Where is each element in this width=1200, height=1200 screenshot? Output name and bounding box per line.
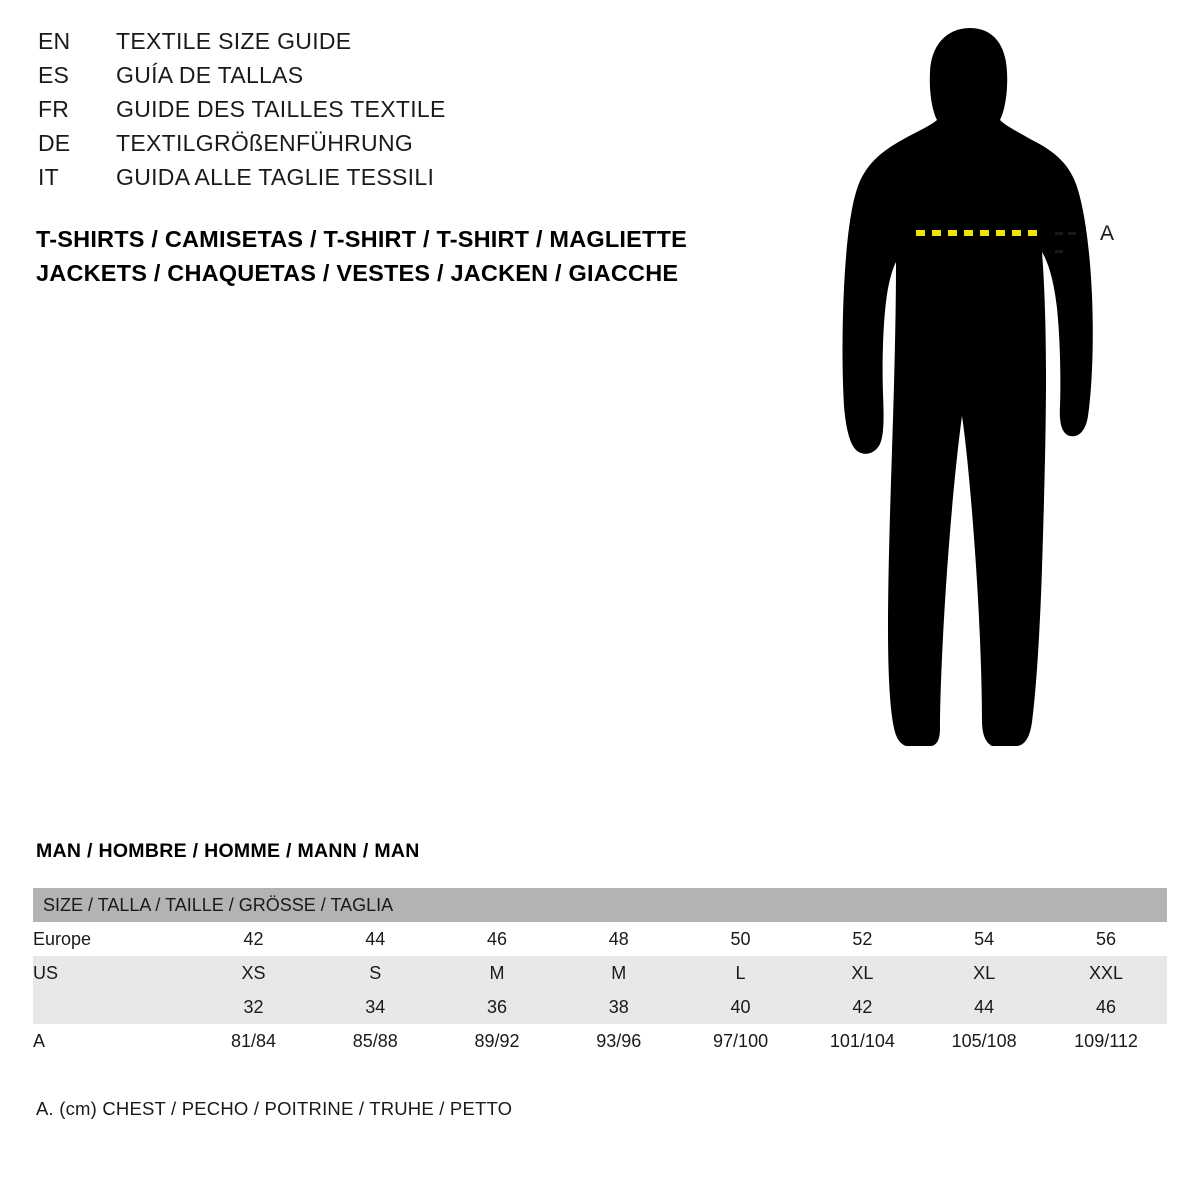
size-table (33, 888, 1167, 1058)
table-section-title: MAN / HOMBRE / HOMME / MANN / MAN (36, 840, 420, 862)
cell-a-0: 81/84 (193, 1024, 315, 1058)
cell-numeric-0: 32 (193, 990, 315, 1024)
language-row-de (38, 130, 758, 164)
cell-europe-0: 42 (193, 922, 315, 956)
language-row-fr (38, 96, 758, 130)
cell-europe-2: 46 (436, 922, 558, 956)
language-code-es: ES (38, 62, 70, 88)
cell-europe-6: 54 (923, 922, 1045, 956)
cell-numeric-5: 42 (801, 990, 923, 1024)
cell-a-6: 105/108 (923, 1024, 1045, 1058)
cell-a-5: 101/104 (801, 1024, 923, 1058)
table-row (33, 922, 1167, 956)
cell-us-6: XL (923, 956, 1045, 990)
cell-a-3: 93/96 (558, 1024, 680, 1058)
table-row (33, 956, 1167, 990)
cell-us-5: XL (801, 956, 923, 990)
cell-europe-7: 56 (1045, 922, 1167, 956)
table-header-row (33, 888, 1167, 922)
table-row (33, 990, 1167, 1024)
measurement-footnote: A. (cm) CHEST / PECHO / POITRINE / TRUHE / PETTO (36, 1098, 513, 1119)
cell-numeric-6: 44 (923, 990, 1045, 1024)
cell-us-7: XXL (1045, 956, 1167, 990)
cell-numeric-4: 40 (680, 990, 802, 1024)
cell-a-2: 89/92 (436, 1024, 558, 1058)
language-text-it: GUIDA ALLE TAGLIE TESSILI (116, 164, 435, 190)
language-text-en: TEXTILE SIZE GUIDE (116, 28, 352, 54)
measure-leader-dashes (1055, 232, 1091, 235)
cell-us-0: XS (193, 956, 315, 990)
cell-us-3: M (558, 956, 680, 990)
language-text-de: TEXTILGRÖßENFÜHRUNG (116, 130, 414, 156)
language-code-it: IT (38, 164, 59, 190)
silhouette-icon (820, 20, 1180, 780)
cell-europe-5: 52 (801, 922, 923, 956)
language-header-block (38, 28, 758, 198)
cell-numeric-1: 34 (314, 990, 436, 1024)
language-code-en: EN (38, 28, 71, 54)
cell-us-1: S (314, 956, 436, 990)
language-code-de: DE (38, 130, 71, 156)
language-code-fr: FR (38, 96, 70, 122)
row-label-a: A (33, 1024, 193, 1058)
table-header-label: SIZE / TALLA / TAILLE / GRÖSSE / TAGLIA (43, 894, 394, 915)
cell-a-1: 85/88 (314, 1024, 436, 1058)
row-label-europe: Europe (33, 922, 193, 956)
cell-a-4: 97/100 (680, 1024, 802, 1058)
cell-numeric-2: 36 (436, 990, 558, 1024)
row-label-numeric (33, 990, 193, 1024)
table-row (33, 1024, 1167, 1058)
language-row-es (38, 62, 758, 96)
measure-label-a: A (1100, 222, 1115, 245)
cell-numeric-7: 46 (1045, 990, 1167, 1024)
language-text-fr: GUIDE DES TAILLES TEXTILE (116, 96, 446, 122)
row-label-us: US (33, 956, 193, 990)
male-silhouette-figure (820, 20, 1180, 780)
language-row-en (38, 28, 758, 62)
language-text-es: GUÍA DE TALLAS (116, 62, 304, 88)
cell-europe-3: 48 (558, 922, 680, 956)
garment-type-jackets: JACKETS / CHAQUETAS / VESTES / JACKEN / GIACCHE (36, 260, 679, 286)
garment-type-block (36, 222, 776, 290)
cell-numeric-3: 38 (558, 990, 680, 1024)
cell-europe-4: 50 (680, 922, 802, 956)
garment-type-tshirts: T-SHIRTS / CAMISETAS / T-SHIRT / T-SHIRT / MAGLIETTE (36, 226, 687, 252)
cell-europe-1: 44 (314, 922, 436, 956)
cell-us-4: L (680, 956, 802, 990)
language-row-it (38, 164, 758, 198)
cell-a-7: 109/112 (1045, 1024, 1167, 1058)
cell-us-2: M (436, 956, 558, 990)
